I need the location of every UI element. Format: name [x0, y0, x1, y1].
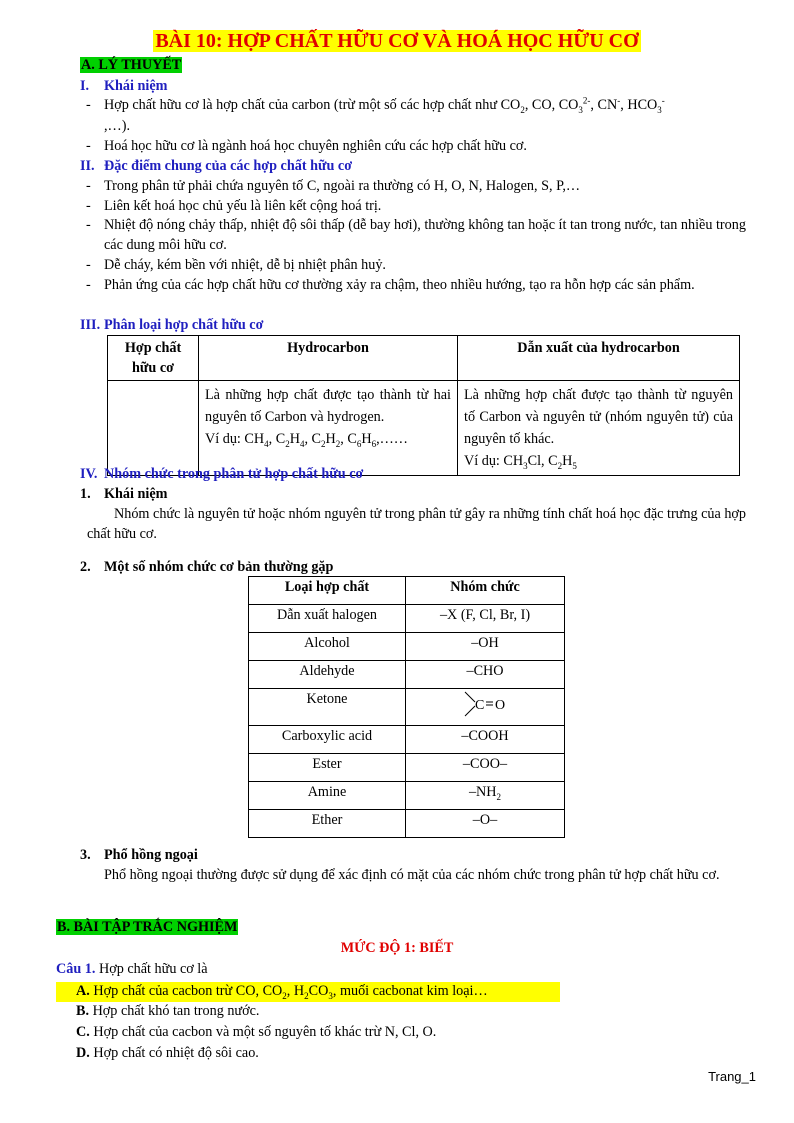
- definition-line: Hợp chất hữu cơ là hợp chất của carbon (trừ một số các hợp chất như $CO_2$, CO, $CO_3^{2-}$, CN-, $HCO_3^-$: [104, 95, 665, 115]
- table-cell: –COOH: [406, 726, 565, 754]
- table-header: Loại hợp chất: [249, 577, 406, 605]
- bullet-dash: -: [86, 277, 91, 293]
- table-cell: $-NH_2$: [406, 782, 565, 810]
- table-cell: –O–: [406, 810, 565, 838]
- table-cell: Amine: [249, 782, 406, 810]
- bullet-dash: -: [86, 97, 91, 113]
- bullet-dash: -: [86, 138, 91, 154]
- table-cell: Aldehyde: [249, 661, 406, 689]
- classification-table: [107, 335, 740, 476]
- table-row: [249, 605, 565, 633]
- table-cell: Là những hợp chất được tạo thành từ nguyên tố Carbon và nguyên tử (nhóm nguyên tử) của nguyên tố khác. Ví dụ: $CH_3Cl$, $C_2H_5$: [458, 381, 740, 476]
- table-cell: Ester: [249, 754, 406, 782]
- table-header: Dẫn xuất của hydrocarbon: [458, 336, 740, 381]
- characteristic-item: Phản ứng của các hợp chất hữu cơ thường xảy ra chậm, theo nhiều hướng, tạo ra hỗn hợp các sản phẩm.: [104, 277, 695, 293]
- table-row: [249, 633, 565, 661]
- table-cell: –X (F, Cl, Br, I): [406, 605, 565, 633]
- answer-option-b[interactable]: B. Hợp chất khó tan trong nước.: [76, 1003, 260, 1019]
- bullet-dash: -: [86, 198, 91, 214]
- bullet-dash: -: [86, 178, 91, 194]
- table-cell: Ether: [249, 810, 406, 838]
- table-cell: Là những hợp chất được tạo thành từ hai nguyên tố Carbon và hydrogen. Ví dụ: $CH_4$, $C_2H_4$, $C_2H_2$, $C_6H_6,\dots\dots$: [199, 381, 458, 476]
- section-3-heading: III. Phân loại hợp chất hữu cơ: [80, 317, 264, 333]
- ir-spectrum-text: Phổ hồng ngoại thường được sử dụng để xác định có mặt của các nhóm chức trong phân tử hợp chất hữu cơ.: [104, 867, 720, 883]
- carbonyl-structure-icon: [455, 689, 515, 719]
- subsection-4-2-heading: 2. Một số nhóm chức cơ bản thường gặp: [80, 559, 334, 575]
- characteristic-item: Nhiệt độ nóng chảy thấp, nhiệt độ sôi thấp (dễ bay hơi), thường không tan hoặc ít tan trong nước, tan nhiều trong các dung môi hữu cơ.: [104, 217, 746, 253]
- organic-chemistry-definition: Hoá học hữu cơ là ngành hoá học chuyên nghiên cứu các hợp chất hữu cơ.: [104, 138, 527, 154]
- functional-group-definition: Nhóm chức là nguyên tử hoặc nhóm nguyên tử trong phân tử gây ra những tính chất hoá học đặc trưng của hợp chất hữu cơ.: [87, 506, 747, 542]
- table-cell: Carboxylic acid: [249, 726, 406, 754]
- table-header: Hydrocarbon: [199, 336, 458, 381]
- table-row: [249, 689, 565, 726]
- table-cell: –CHO: [406, 661, 565, 689]
- page-number: Trang_1: [708, 1069, 756, 1084]
- table-cell: –COO–: [406, 754, 565, 782]
- answer-option-a[interactable]: A. Hợp chất của cacbon trừ CO, $CO_2$, $H_2CO_3$, muối cacbonat kim loại…: [56, 982, 560, 1002]
- table-row: [249, 661, 565, 689]
- answer-option-d[interactable]: D. Hợp chất có nhiệt độ sôi cao.: [76, 1045, 259, 1061]
- table-row: [249, 754, 565, 782]
- section-2-heading: II. Đặc điểm chung của các hợp chất hữu cơ: [80, 158, 353, 174]
- table-row: [249, 810, 565, 838]
- table-cell: [406, 689, 565, 726]
- section-4-heading: IV. Nhóm chức trong phân tử hợp chất hữu cơ: [80, 466, 364, 482]
- definition-line-2: ,…).: [104, 118, 131, 134]
- characteristic-item: Liên kết hoá học chủ yếu là liên kết cộng hoá trị.: [104, 198, 382, 214]
- svg-text:C: C: [475, 698, 485, 713]
- table-row: [249, 782, 565, 810]
- table-row: [249, 726, 565, 754]
- svg-text:O: O: [495, 698, 506, 713]
- characteristic-item: Trong phân tử phải chứa nguyên tố C, ngoài ra thường có H, O, N, Halogen, S, P,…: [104, 178, 581, 194]
- characteristic-item: Dễ cháy, kém bền với nhiệt, dễ bị nhiệt phân huỷ.: [104, 257, 386, 273]
- hydrocarbon-example: Ví dụ: $CH_4$, $C_2H_4$, $C_2H_2$, $C_6H_6,\dots\dots$: [205, 431, 408, 449]
- table-header: Nhóm chức: [406, 577, 565, 605]
- page-title: BÀI 10: HỢP CHẤT HỮU CƠ VÀ HOÁ HỌC HỮU CƠ: [155, 30, 639, 52]
- table-cell: Alcohol: [249, 633, 406, 661]
- subsection-4-3-heading: 3. Phổ hồng ngoại: [80, 847, 198, 863]
- functional-group-table: [248, 576, 565, 838]
- question-1: Câu 1. Hợp chất hữu cơ là: [56, 961, 208, 977]
- answer-option-c[interactable]: C. Hợp chất của cacbon và một số nguyên tố khác trừ N, Cl, O.: [76, 1024, 437, 1040]
- bullet-dash: -: [86, 257, 91, 273]
- table-cell: Ketone: [249, 689, 406, 726]
- section-a-heading: A. LÝ THUYẾT: [81, 57, 182, 73]
- section-b-heading: B. BÀI TẬP TRẮC NGHIỆM: [57, 919, 238, 935]
- table-header: Hợp chất hữu cơ: [108, 336, 199, 381]
- derivative-example: Ví dụ: $CH_3Cl$, $C_2H_5$: [464, 453, 577, 471]
- table-cell: [108, 381, 199, 476]
- subsection-4-1-heading: 1. Khái niệm: [80, 486, 168, 502]
- table-cell: Dẫn xuất halogen: [249, 605, 406, 633]
- difficulty-level: MỨC ĐỘ 1: BIẾT: [340, 940, 454, 956]
- bullet-dash: -: [86, 217, 91, 233]
- section-1-heading: I. Khái niệm: [80, 78, 168, 94]
- table-cell: –OH: [406, 633, 565, 661]
